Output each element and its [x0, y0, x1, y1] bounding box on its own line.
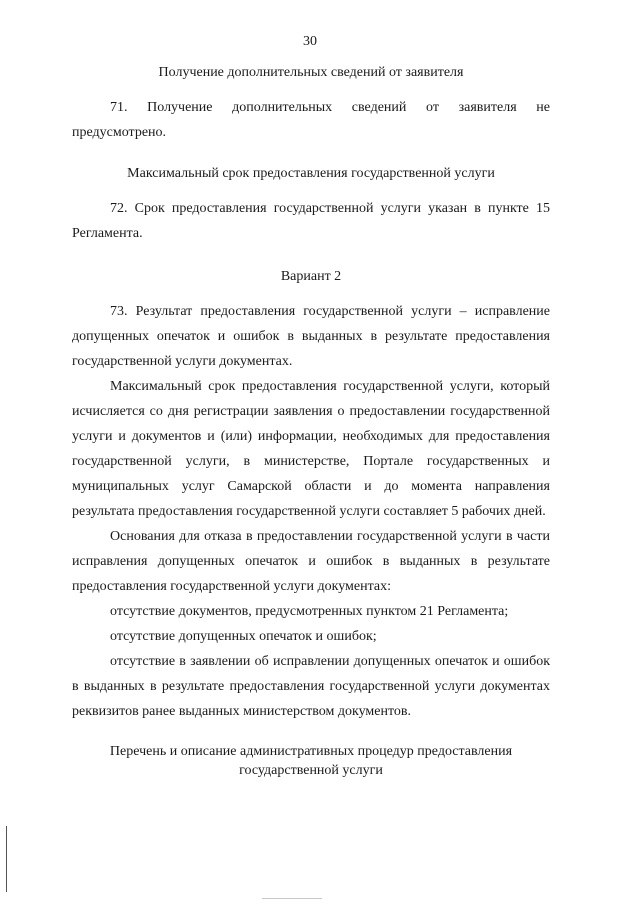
page-number: 30 [303, 34, 317, 49]
paragraph-absence-requisites: отсутствие в заявлении об исправлении допущенных опечаток и ошибок в выданных в результате предоставления государственной услуги документах реквизитов ранее выданных министерством документов. [72, 654, 550, 719]
heading-line-1: Перечень и описание административных процедур предоставления [109, 744, 513, 759]
scan-bottom-mark [262, 898, 322, 899]
paragraph-72: 72. Срок предоставления государственной услуги указан в пункте 15 Регламента. [72, 201, 550, 241]
paragraph-absence-errors: отсутствие допущенных опечаток и ошибок; [110, 629, 377, 644]
variant-heading: Вариант 2 [280, 269, 342, 284]
page-content [72, 60, 550, 780]
section-heading-max-term: Максимальный срок предоставления государственной услуги [127, 166, 495, 181]
section-heading-admin-procedures [72, 742, 550, 780]
paragraph-71: 71. Получение дополнительных сведений от заявителя не предусмотрено. [72, 100, 550, 140]
scan-edge-mark [6, 826, 7, 892]
paragraph-73: 73. Результат предоставления государственной услуги – исправление допущенных опечаток и ошибок в выданных в результате предоставления государственной услуги документах. [72, 304, 550, 369]
heading-line-2: государственной услуги [239, 763, 383, 778]
section-heading-additional-info: Получение дополнительных сведений от заявителя [158, 65, 464, 80]
paragraph-refusal-grounds: Основания для отказа в предоставлении государственной услуги в части исправления допущенных опечаток и ошибок в выданных в результате предоставления государственной услуги документах: [72, 529, 550, 594]
paragraph-max-term: Максимальный срок предоставления государственной услуги, который исчисляется со дня регистрации заявления о предоставлении государственной услуги и документов и (или) информации, необходимых для предоставления государственной услуги, в министерстве, Портале государственных и муниципальных услуг Самарской области и до момента направления результата предоставления государственной услуги составляет 5 рабочих дней. [72, 379, 550, 519]
paragraph-absence-documents: отсутствие документов, предусмотренных пунктом 21 Регламента; [110, 604, 509, 619]
